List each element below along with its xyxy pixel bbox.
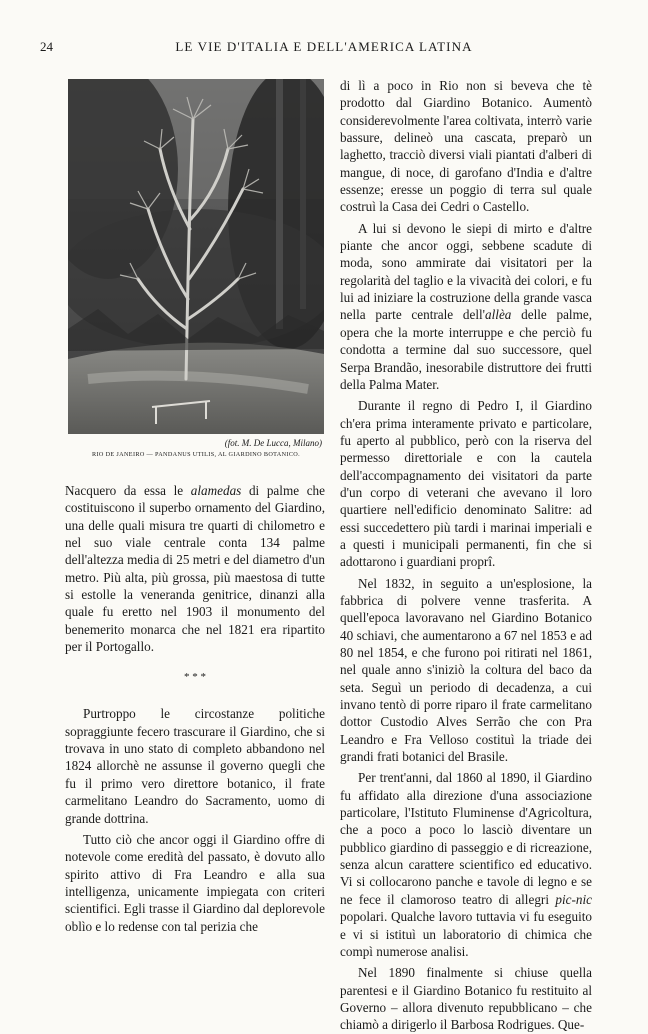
paragraph: Durante il regno di Pedro I, il Giardino ch'era prima interamente privato e particolare, fu aperto al pubblico, però con la riserva del permesso direttoriale e con la cautela dell'accompagnamento dei visitatori da parte d'un corpo di veterani che avevano il loro quartiere nell'edificio denominato Salitre: ad essi succedettero più tardi i marinai imperiali e a questi i municipali permanenti, fin che si adottarono i guardiani proprî. bbox=[340, 398, 592, 570]
running-title: LE VIE D'ITALIA E DELL'AMERICA LATINA bbox=[175, 39, 473, 54]
garden-photograph bbox=[68, 79, 324, 434]
paragraph: Nel 1890 finalmente si chiuse quella parentesi e il Giardino Botanico fu restituito al Governo – allora divenuto repubblicano – che chiamò a dirigerlo il Barbosa Rodrigues. Que- bbox=[340, 965, 592, 1033]
paragraph: A lui si devono le siepi di mirto e d'altre piante che ancor oggi, sebbene scadute di moda, sono ammirate dai visitatori per la regolarità del taglio e la vivacità dei colori, e fu lui ad iniziare la costruzione della grande vasca nella parte centrale dell'allèa delle palme, opera che la morte interruppe e che perciò fu condotta a termine dal suo successore, quel Serpa Brandão, inesorabile distruttore dei frutti della Palma Mater. bbox=[340, 220, 592, 392]
paragraph: Tutto ciò che ancor oggi il Giardino offre di notevole come eredità del passato, è dovuto allo spirito attivo di Fra Leandro e alla sua intelligenza, unicamente impiegata con criteri scientifici. Egli trasse il Giardino dal deplorevole oblìo e lo redense con tal perizia che bbox=[65, 831, 325, 934]
left-column bbox=[65, 482, 325, 935]
photo-credit: (fot. M. De Lucca, Milano) bbox=[224, 438, 322, 448]
paragraph: Per trent'anni, dal 1860 al 1890, il Giardino fu affidato alla direzione d'una associazione particolare, l'Istituto Fluminense d'Agricoltura, che a poco a poco lo lasciò diventare un pubblico giardino di passeggio e di ricreazione, senza alcun carattere scientifico ed educativo. Vi si collocarono panche e tavole di legno e se ne fece il clamoroso teatro di allegri pic-nic popolari. Qualche lavoro tuttavia vi fu eseguito e vi si istituì un laboratorio di chimica che compì numerose analisi. bbox=[340, 770, 592, 959]
photo-caption: RIO DE JANEIRO — PANDANUS UTILIS, AL GIARDINO BOTANICO. bbox=[91, 451, 301, 458]
right-column bbox=[340, 77, 592, 1034]
paragraph: Purtroppo le circostanze politiche sopraggiunte fecero trascurare il Giardino, che si trovava in uno stato di completo abbandono nel 1824 allorchè ne assunse il governo quegli che fu il primo vero direttore botanico, il frate carmelitano Leandro do Sacramento, uomo di grande dottrina. bbox=[65, 706, 325, 826]
page-number: 24 bbox=[40, 39, 53, 54]
paragraph: Nel 1832, in seguito a un'esplosione, la fabbrica di polvere venne trasferita. A quell'epoca lavoravano nel Giardino Botanico 40 schiavi, che aumentarono a 67 nel 1853 e ad 80 nel 1854, e che furono poi ritirati nel 1861, nel quale anno s'iniziò la coltura del baco da seta. Seguì un periodo di decadenza, a cui invano tentò di porre riparo il frate carmelitano dottor Custodio Alves Serrão che con Pra Leandro e Fra Velloso costituì la triade dei grandi frati botanici del Brasile. bbox=[340, 575, 592, 765]
section-separator: * * * bbox=[184, 671, 206, 684]
paragraph: di lì a poco in Rio non si beveva che tè prodotto dal Giardino Botanico. Aumentò considerevolmente l'area coltivata, interrò varie bassure, delineò una cascata, preparò un laghetto, tracciò diversi viali piantati d'alberi di mangue, di noce, di garofano d'India e d'altre essenze; eresse un poggio di terra sul quale costruì la Casa dei Cedri o Castello. bbox=[340, 78, 592, 215]
paragraph: Nacquero da essa le alamedas di palme che costituiscono il superbo ornamento del Giardino, una delle quali misura tre quarti di chilometro e nel suo viale centrale conta 134 palme dell'altezza media di 25 metri e del diametro d'un metro. Più alta, più grossa, più maestosa di tutte si estolle la veneranda genitrice, dinanzi alla quale fu eretto nel 1903 il monumento del benemerito monarca che nel 1821 era ripartito per il Portogallo. bbox=[65, 483, 326, 655]
page-header bbox=[40, 39, 608, 59]
